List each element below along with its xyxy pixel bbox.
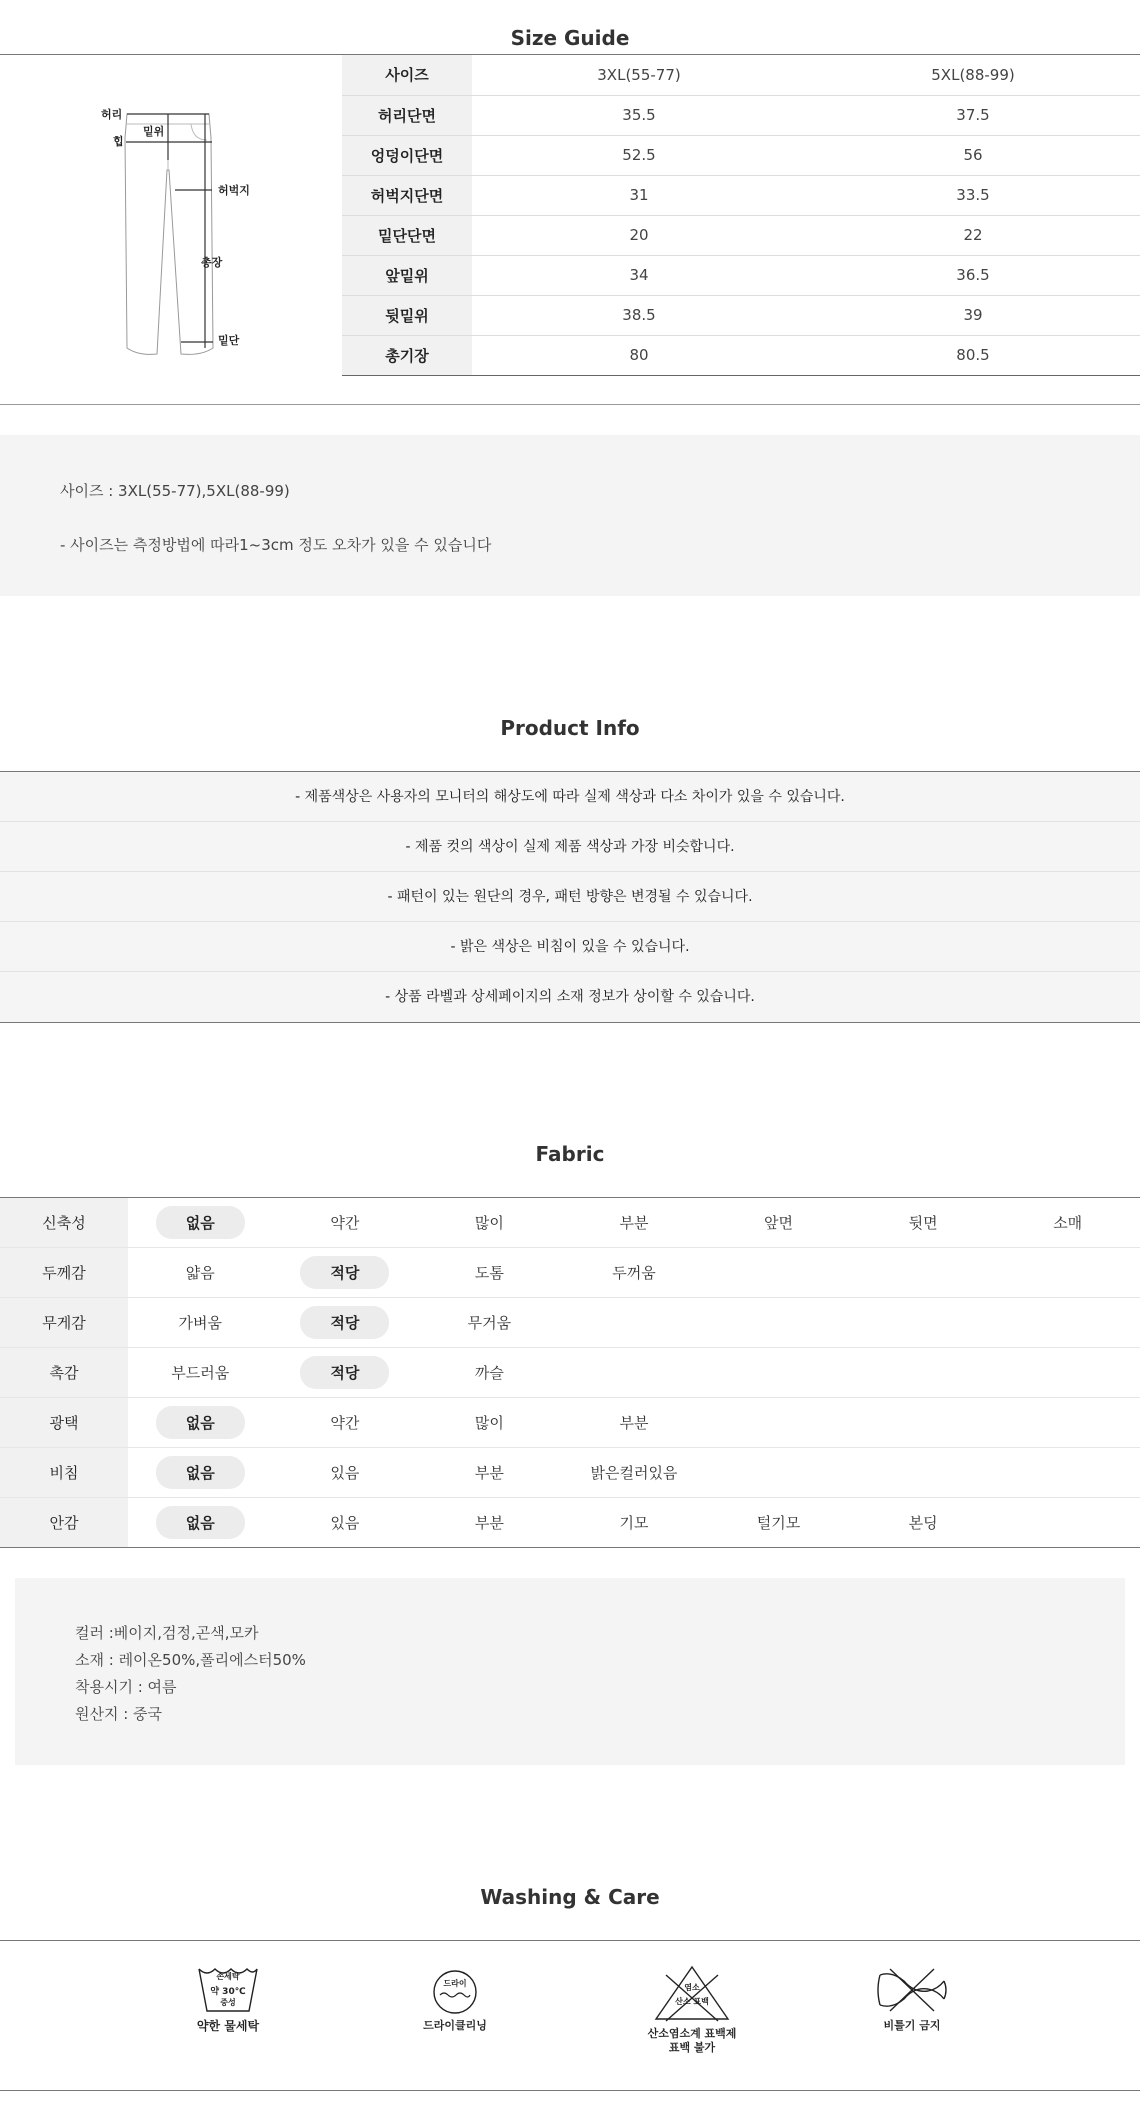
fabric-option-cell — [562, 1198, 707, 1248]
fabric-option: 부분 — [619, 1214, 649, 1232]
fabric-option-cell — [706, 1498, 851, 1548]
fabric-option-selected: 없음 — [156, 1506, 245, 1539]
fabric-option: 앞면 — [764, 1214, 794, 1232]
row-label: 총기장 — [342, 335, 472, 375]
fabric-option-cell — [128, 1298, 273, 1348]
fabric-option-cell — [417, 1248, 562, 1298]
fabric-option-selected: 적당 — [300, 1256, 389, 1289]
fabric-detail: 컬러 :베이지,검정,곤색,모카 — [75, 1624, 259, 1642]
table-row — [342, 175, 1140, 215]
fabric-option: 밝은컬러있음 — [590, 1464, 678, 1482]
hand-wash-icon — [193, 1965, 263, 2015]
row-label: 허리단면 — [342, 95, 472, 135]
fabric-option-cell — [562, 1398, 707, 1448]
size-guide-title: Size Guide — [510, 26, 630, 50]
list-item: - 패턴이 있는 원단의 경우, 패턴 방향은 변경될 수 있습니다. — [0, 872, 1140, 922]
fabric-option-cell — [273, 1248, 418, 1298]
size-notes-box — [0, 435, 1140, 596]
fabric-option: 두꺼움 — [612, 1264, 656, 1282]
fabric-option: 까슬 — [474, 1364, 504, 1382]
cell-value: 52.5 — [622, 146, 656, 164]
fabric-option: 부분 — [474, 1464, 504, 1482]
fabric-option-selected: 없음 — [156, 1456, 245, 1489]
fabric-option-selected: 없음 — [156, 1406, 245, 1439]
svg-text:중성: 중성 — [220, 1998, 236, 2007]
care-label: 비틀기 금지 — [883, 2019, 941, 2032]
table-row — [342, 215, 1140, 255]
cell-value: 39 — [963, 306, 983, 324]
fabric-option-cell — [995, 1398, 1140, 1448]
divider — [0, 404, 1140, 405]
fabric-option-cell — [995, 1248, 1140, 1298]
fabric-row-label: 안감 — [0, 1498, 128, 1548]
fabric-row — [0, 1448, 1140, 1498]
fabric-option: 도톰 — [474, 1264, 504, 1282]
size-column-header: 5XL(88-99) — [931, 65, 1015, 84]
fabric-option-selected: 적당 — [300, 1356, 389, 1389]
no-bleach-icon — [652, 1965, 732, 2023]
fabric-row-label: 광택 — [0, 1398, 128, 1448]
fabric-option: 약간 — [330, 1414, 360, 1432]
fabric-option: 본딩 — [908, 1514, 938, 1532]
divider — [0, 2090, 1140, 2091]
fabric-option: 소매 — [1053, 1214, 1083, 1232]
fabric-detail: 소재 : 레이온50%,폴리에스터50% — [75, 1651, 306, 1669]
size-header-label: 사이즈 — [342, 55, 472, 95]
fabric-option-cell — [562, 1298, 707, 1348]
row-label: 엉덩이단면 — [342, 135, 472, 175]
fabric-option-cell — [128, 1198, 273, 1248]
fabric-option-cell — [851, 1448, 996, 1498]
fabric-option: 뒷면 — [908, 1214, 938, 1232]
hem-label: 밑단 — [218, 334, 240, 347]
fabric-option-cell — [995, 1348, 1140, 1398]
fabric-option-cell — [706, 1298, 851, 1348]
cell-value: 80 — [629, 346, 649, 364]
fabric-option-cell — [128, 1398, 273, 1448]
fabric-title: Fabric — [535, 1142, 605, 1166]
fabric-option-cell — [273, 1398, 418, 1448]
fabric-table — [0, 1197, 1140, 1548]
size-note: - 사이즈는 측정방법에 따라1~3cm 정도 오차가 있을 수 있습니다 — [60, 536, 492, 554]
fabric-option-cell — [706, 1198, 851, 1248]
fabric-option-cell — [851, 1398, 996, 1448]
fabric-option-cell — [273, 1498, 418, 1548]
fabric-option-cell — [851, 1498, 996, 1548]
cell-value: 80.5 — [956, 346, 990, 364]
fabric-option-cell — [417, 1448, 562, 1498]
size-column-header: 3XL(55-77) — [597, 65, 681, 84]
washing-care-title: Washing & Care — [480, 1885, 660, 1909]
fabric-option: 부드러움 — [171, 1364, 230, 1382]
fabric-option: 부분 — [619, 1414, 649, 1432]
fabric-option: 털기모 — [756, 1514, 801, 1532]
cell-value: 38.5 — [622, 306, 656, 324]
fabric-option: 기모 — [619, 1514, 649, 1532]
cell-value: 31 — [629, 186, 649, 204]
rise-label: 밑위 — [143, 125, 165, 138]
fabric-row-label: 비침 — [0, 1448, 128, 1498]
size-header-row — [342, 55, 1140, 95]
product-info-title: Product Info — [500, 716, 640, 740]
table-row — [342, 135, 1140, 175]
fabric-option-cell — [995, 1448, 1140, 1498]
no-wring-icon — [872, 1965, 952, 2015]
fabric-option-cell — [273, 1348, 418, 1398]
fabric-option: 무거움 — [467, 1314, 512, 1332]
fabric-row-label: 신축성 — [0, 1198, 128, 1248]
care-item — [602, 1965, 782, 2055]
fabric-row — [0, 1248, 1140, 1298]
fabric-option-cell — [273, 1198, 418, 1248]
svg-text:손세탁: 손세탁 — [216, 1972, 240, 1981]
fabric-row — [0, 1198, 1140, 1248]
cell-value: 33.5 — [956, 186, 990, 204]
fabric-option: 있음 — [330, 1464, 360, 1482]
fabric-option-cell — [706, 1448, 851, 1498]
fabric-option-cell — [706, 1348, 851, 1398]
cell-value: 34 — [629, 266, 649, 284]
fabric-option: 있음 — [330, 1514, 360, 1532]
cell-value: 20 — [629, 226, 649, 244]
divider — [0, 1940, 1140, 1941]
fabric-detail: 착용시기 : 여름 — [75, 1678, 177, 1696]
fabric-option-cell — [128, 1248, 273, 1298]
row-label: 뒷밑위 — [342, 295, 472, 335]
table-row — [342, 335, 1140, 375]
list-item: - 제품색상은 사용자의 모니터의 해상도에 따라 실제 색상과 다소 차이가 있을 수 있습니다. — [0, 772, 1140, 822]
fabric-option-cell — [851, 1198, 996, 1248]
cell-value: 37.5 — [956, 106, 990, 124]
svg-text:산소 표백: 산소 표백 — [675, 1997, 709, 2006]
fabric-option: 부분 — [474, 1514, 504, 1532]
size-note: 사이즈 : 3XL(55-77),5XL(88-99) — [60, 482, 290, 500]
fabric-option-cell — [273, 1298, 418, 1348]
product-info-list — [0, 771, 1140, 1023]
fabric-option-cell — [851, 1348, 996, 1398]
fabric-option-cell — [995, 1298, 1140, 1348]
fabric-option-cell — [273, 1448, 418, 1498]
table-row — [342, 95, 1140, 135]
fabric-row-label: 촉감 — [0, 1348, 128, 1398]
list-item: - 밝은 색상은 비침이 있을 수 있습니다. — [0, 922, 1140, 972]
fabric-row — [0, 1298, 1140, 1348]
row-label: 밑단단면 — [342, 215, 472, 255]
fabric-option-cell — [128, 1498, 273, 1548]
fabric-row-label: 무게감 — [0, 1298, 128, 1348]
fabric-option-cell — [562, 1448, 707, 1498]
fabric-option: 많이 — [474, 1214, 504, 1232]
fabric-option-cell — [851, 1298, 996, 1348]
care-item — [138, 1965, 318, 2033]
table-row — [342, 295, 1140, 335]
fabric-option-cell — [562, 1348, 707, 1398]
fabric-option-cell — [706, 1248, 851, 1298]
table-row — [342, 255, 1140, 295]
fabric-option-cell — [417, 1348, 562, 1398]
list-item: - 상품 라벨과 상세페이지의 소재 정보가 상이할 수 있습니다. — [0, 972, 1140, 1022]
length-label: 총장 — [201, 256, 223, 269]
size-table — [342, 55, 1140, 376]
pants-measurement-diagram — [95, 100, 265, 370]
fabric-option-cell — [562, 1498, 707, 1548]
fabric-option-cell — [417, 1398, 562, 1448]
fabric-option-selected: 적당 — [300, 1306, 389, 1339]
fabric-option-cell — [417, 1298, 562, 1348]
fabric-option-cell — [562, 1248, 707, 1298]
fabric-option-cell — [128, 1348, 273, 1398]
care-item — [365, 1965, 545, 2033]
fabric-option-selected: 없음 — [156, 1206, 245, 1239]
care-label: 약한 물세탁 — [196, 2019, 260, 2033]
fabric-option-cell — [128, 1448, 273, 1498]
fabric-option-cell — [851, 1248, 996, 1298]
fabric-option-cell — [417, 1198, 562, 1248]
fabric-details-box — [15, 1578, 1125, 1765]
cell-value: 36.5 — [956, 266, 990, 284]
fabric-option-cell — [706, 1398, 851, 1448]
waist-label: 허리 — [101, 108, 123, 121]
svg-text:염소: 염소 — [684, 1983, 700, 1992]
cell-value: 56 — [963, 146, 983, 164]
hip-label: 힙 — [113, 135, 124, 148]
fabric-option: 가벼움 — [178, 1314, 223, 1332]
fabric-option-cell — [417, 1498, 562, 1548]
care-item — [822, 1965, 1002, 2033]
fabric-option-cell — [995, 1198, 1140, 1248]
fabric-option: 약간 — [330, 1214, 360, 1232]
fabric-row — [0, 1498, 1140, 1548]
list-item: - 제품 컷의 색상이 실제 제품 색상과 가장 비슷합니다. — [0, 822, 1140, 872]
cell-value: 22 — [963, 226, 983, 244]
fabric-option: 많이 — [474, 1414, 504, 1432]
fabric-row-label: 두께감 — [0, 1248, 128, 1298]
row-label: 허벅지단면 — [342, 175, 472, 215]
fabric-option-cell — [995, 1498, 1140, 1548]
thigh-label: 허벅지 — [218, 184, 250, 197]
fabric-detail: 원산지 : 중국 — [75, 1705, 163, 1723]
row-label: 앞밑위 — [342, 255, 472, 295]
fabric-option: 얇음 — [185, 1264, 215, 1282]
fabric-row — [0, 1348, 1140, 1398]
svg-text:약 30℃: 약 30℃ — [210, 1987, 246, 1997]
svg-text:드라이: 드라이 — [443, 1979, 467, 1988]
care-label: 산소염소계 표백제 표백 불가 — [647, 2027, 737, 2054]
fabric-row — [0, 1398, 1140, 1448]
care-label: 드라이클리닝 — [423, 2019, 487, 2032]
cell-value: 35.5 — [622, 106, 656, 124]
dry-clean-icon — [420, 1965, 490, 2015]
